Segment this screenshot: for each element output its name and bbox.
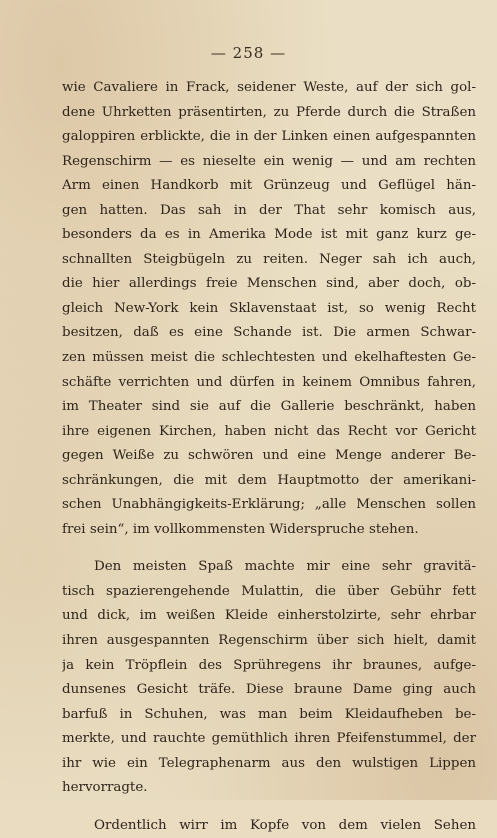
text-line: besitzen, daß es eine Schande ist. Die armen Schwar- <box>62 325 476 341</box>
text-line: schäfte verrichten und dürfen in keinem Omnibus fahren, <box>62 374 476 390</box>
text-line: Ordentlich wirr im Kopfe von dem vielen Sehen <box>94 817 476 833</box>
text-line: gegen Weiße zu schwören und eine Menge anderer Be- <box>62 448 476 464</box>
text-line: zen müssen meist die schlechtesten und ekelhaftesten Ge- <box>62 350 476 366</box>
text-line: dene Uhrketten präsentirten, zu Pferde durch die Straßen <box>62 104 476 120</box>
text-line: frei sein“, im vollkommensten Widerspruche stehen. <box>62 521 419 537</box>
paragraph-spacer <box>62 542 476 555</box>
text-line: merkte, und rauchte gemüthlich ihren Pfeifenstummel, der <box>62 731 476 747</box>
text-line: wie Cavaliere in Frack, seidener Weste, auf der sich gol- <box>62 80 476 95</box>
text-line: im Theater sind sie auf die Gallerie beschränkt, haben <box>62 399 476 415</box>
paragraph-2 <box>62 555 476 800</box>
paragraph-spacer <box>62 801 476 814</box>
text-line: gleich New-York kein Sklavenstaat ist, so wenig Recht <box>62 300 476 316</box>
text-line: dunsenes Gesicht träfe. Diese braune Dame ging auch <box>62 682 476 698</box>
text-line: ihre eigenen Kirchen, haben nicht das Recht vor Gericht <box>62 423 476 439</box>
text-line: galoppiren erblickte, die in der Linken einen aufgespannten <box>62 129 476 145</box>
paragraph-1 <box>62 76 476 542</box>
text-line: besonders da es in Amerika Mode ist mit ganz kurz ge- <box>62 227 476 243</box>
page-number: — 258 — <box>210 44 287 62</box>
text-line: Arm einen Handkorb mit Grünzeug und Geflügel hän- <box>62 178 476 194</box>
text-line: ihr wie ein Telegraphenarm aus den wulstigen Lippen <box>62 755 476 771</box>
page-text <box>62 76 476 838</box>
text-line: schnallten Steigbügeln zu reiten. Neger sah ich auch, <box>62 251 476 267</box>
text-line: tisch spazierengehende Mulattin, die über Gebühr fett <box>62 583 476 599</box>
text-line: ihren ausgespannten Regenschirm über sich hielt, damit <box>62 633 476 649</box>
text-line: und dick, im weißen Kleide einherstolzirte, sehr ehrbar <box>62 608 476 624</box>
text-line: Regenschirm — es nieselte ein wenig — und am rechten <box>62 153 476 169</box>
text-line: die hier allerdings freie Menschen sind, aber doch, ob- <box>62 276 476 292</box>
text-line: schränkungen, die mit dem Hauptmotto der amerikani- <box>62 472 476 488</box>
paragraph-3 <box>62 814 476 838</box>
text-line: schen Unabhängigkeits-Erklärung; „alle Menschen sollen <box>62 497 476 513</box>
text-line: gen hatten. Das sah in der That sehr komisch aus, <box>62 202 476 218</box>
text-line: ja kein Tröpflein des Sprühregens ihr braunes, aufge- <box>62 657 476 673</box>
text-line: barfuß in Schuhen, was man beim Kleidaufheben be- <box>62 706 476 722</box>
text-line: hervorragte. <box>62 780 148 796</box>
text-line: Den meisten Spaß machte mir eine sehr gravitä- <box>94 559 476 575</box>
